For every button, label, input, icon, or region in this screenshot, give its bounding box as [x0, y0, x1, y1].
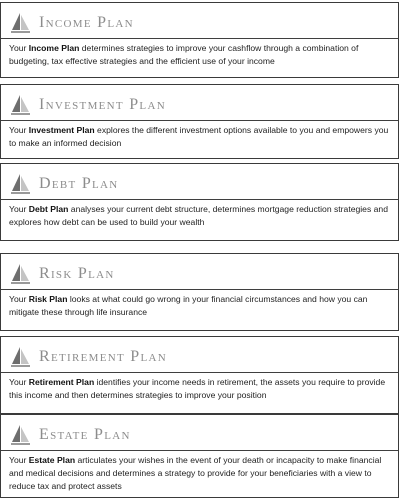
- plan-name-bold: Investment Plan: [28, 125, 95, 135]
- plan-header: [9, 346, 167, 368]
- plan-description: Your Income Plan determines strategies to improve your cashflow through a combination of budgeting, tax effective strategies and the efficient use of your income: [9, 43, 359, 66]
- plan-name-bold: Estate Plan: [28, 455, 76, 465]
- header-divider: [1, 450, 398, 451]
- plan-name-bold: Retirement Plan: [28, 377, 95, 387]
- sail-icon: [9, 424, 31, 446]
- plan-title: Estate Plan: [39, 426, 131, 443]
- plan-description: Your Investment Plan explores the different investment options available to you and empowers you to make an informed decision: [9, 125, 389, 148]
- plan-title: Investment Plan: [39, 96, 166, 113]
- header-divider: [1, 372, 398, 373]
- plan-title: Debt Plan: [39, 175, 119, 192]
- header-divider: [1, 120, 398, 121]
- plan-title: Risk Plan: [39, 265, 115, 282]
- sail-icon: [9, 94, 31, 116]
- plan-title: Retirement Plan: [39, 348, 167, 365]
- sail-icon: [9, 173, 31, 195]
- debt-plan-card: [0, 163, 399, 241]
- sail-icon: [9, 12, 31, 34]
- plan-description: Your Estate Plan articulates your wishes in the event of your death or incapacity to make financial and medical decisions and determines a strategy to provide for your beneficiaries with a view to reduce tax and protect assets: [9, 455, 382, 491]
- retirement-plan-card: [0, 336, 399, 414]
- header-divider: [1, 289, 398, 290]
- plan-name-bold: Debt Plan: [28, 204, 69, 214]
- income-plan-card: [0, 2, 399, 78]
- sail-icon: [9, 263, 31, 285]
- plan-header: [9, 263, 115, 285]
- header-divider: [1, 38, 398, 39]
- plan-description: Your Debt Plan analyses your current debt structure, determines mortgage reduction strategies and explores how debt can be used to build your wealth: [9, 204, 388, 227]
- header-divider: [1, 199, 398, 200]
- plan-header: [9, 424, 131, 446]
- plan-header: [9, 94, 166, 116]
- sail-icon: [9, 346, 31, 368]
- plan-title: Income Plan: [39, 14, 134, 31]
- investment-plan-card: [0, 84, 399, 159]
- estate-plan-card: [0, 414, 399, 498]
- plan-name-bold: Income Plan: [28, 43, 80, 53]
- risk-plan-card: [0, 253, 399, 331]
- plan-description: Your Risk Plan looks at what could go wrong in your financial circumstances and how you can mitigate these through life insurance: [9, 294, 368, 317]
- plan-header: [9, 173, 119, 195]
- plan-description: Your Retirement Plan identifies your income needs in retirement, the assets you require to provide this income and then determines strategies to improve your position: [9, 377, 386, 400]
- plan-header: [9, 12, 134, 34]
- plan-name-bold: Risk Plan: [28, 294, 68, 304]
